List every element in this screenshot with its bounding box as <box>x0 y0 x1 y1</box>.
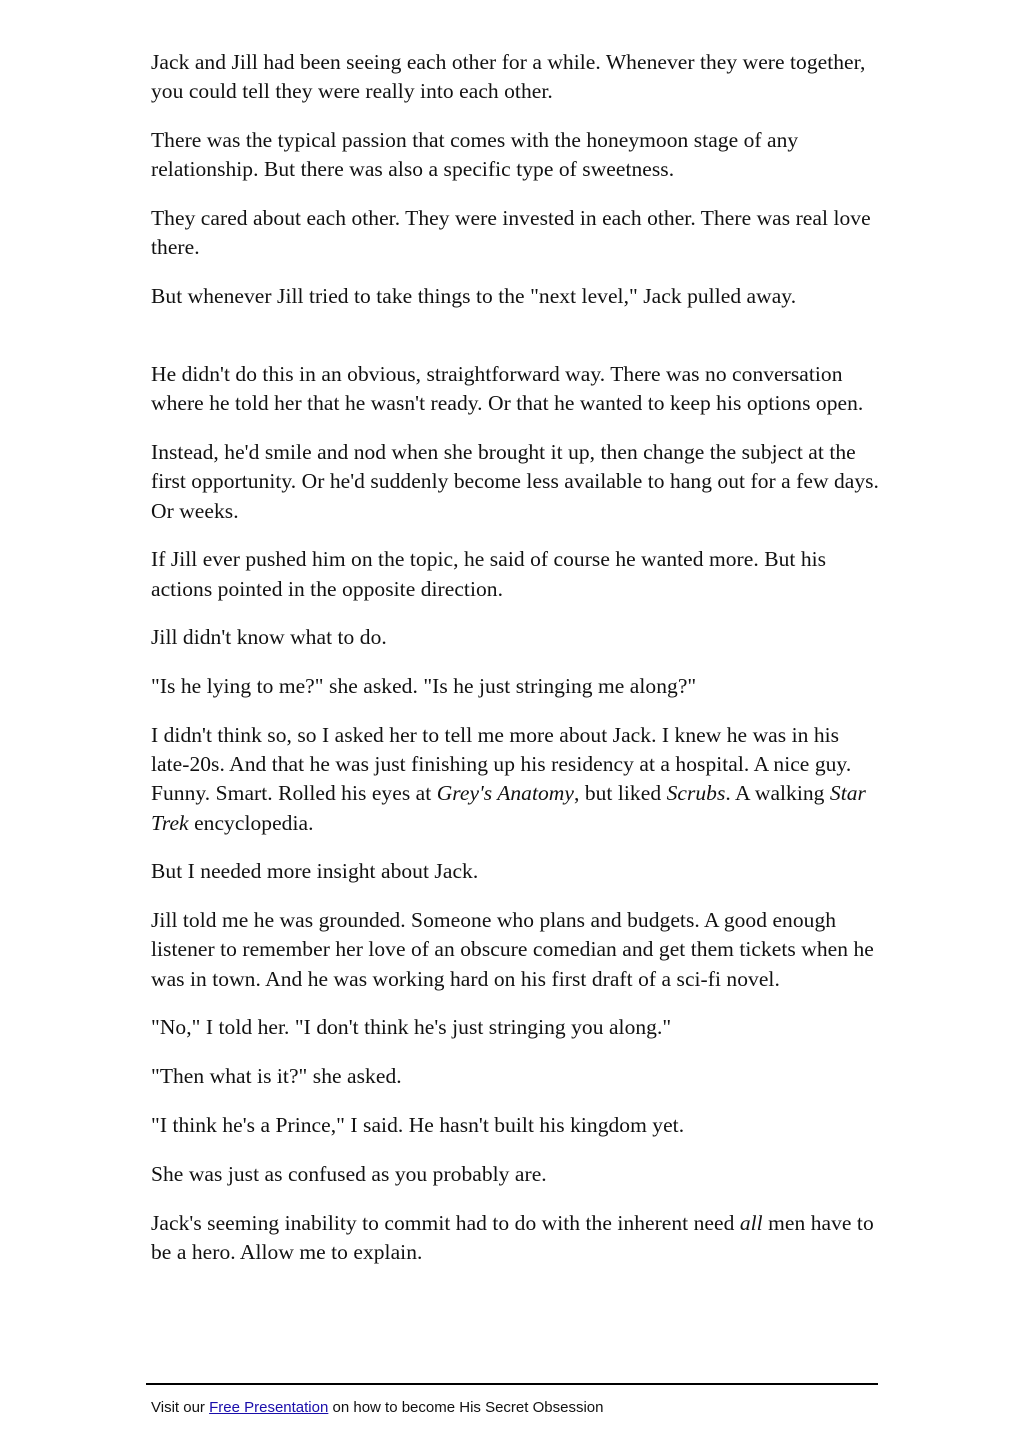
footer-prefix: Visit our <box>151 1399 210 1416</box>
show-title-italic: Scrubs <box>666 781 726 806</box>
paragraph-text: encyclopedia. <box>188 810 314 835</box>
paragraph: Jack and Jill had been seeing each other for a while. Whenever they were together, you could tell they were really into each other. <box>151 50 866 104</box>
paragraph: He didn't do this in an obvious, straightforward way. There was no conversation where he told her that he wasn't ready. Or that he wanted to keep his options open. <box>151 362 864 416</box>
paragraph-text: I didn't think so, so I asked her to tell me more about Jack. I knew he was in his late-20s. And that he was just finishing up his residency at a hospital. A nice guy. Funny. Smart. Rolled his eyes at <box>151 723 852 806</box>
footer-suffix: on how to become His Secret Obsession <box>328 1399 604 1416</box>
paragraph: But I needed more insight about Jack. <box>151 859 479 884</box>
article-body <box>151 48 879 1287</box>
paragraph-text: Jack's seeming inability to commit had to do with the inherent need <box>151 1210 740 1235</box>
paragraph: If Jill ever pushed him on the topic, he said of course he wanted more. But his actions pointed in the opposite direction. <box>151 547 827 601</box>
footer-divider <box>146 1383 878 1385</box>
paragraph: They cared about each other. They were invested in each other. There was real love there. <box>151 206 871 260</box>
paragraph: Jill told me he was grounded. Someone who plans and budgets. A good enough listener to remember her love of an obscure comedian and get them tickets when he was in town. And he was working hard on his first draft of a sci-fi novel. <box>151 908 874 991</box>
free-presentation-link[interactable]: Free Presentation <box>209 1399 329 1416</box>
paragraph: She was just as confused as you probably are. <box>151 1161 547 1186</box>
show-title-italic: Star Trek <box>151 781 866 835</box>
paragraph: "No," I told her. "I don't think he's just stringing you along." <box>151 1015 672 1040</box>
paragraph <box>151 721 879 838</box>
paragraph: Instead, he'd smile and nod when she brought it up, then change the subject at the first opportunity. Or he'd suddenly become less available to hang out for a few days. Or weeks. <box>151 440 879 523</box>
footer <box>151 1398 603 1418</box>
paragraph: But whenever Jill tried to take things to the "next level," Jack pulled away. <box>151 284 797 308</box>
show-title-italic: Grey's Anatomy <box>436 781 574 806</box>
paragraph <box>151 1209 879 1267</box>
paragraph: "I think he's a Prince," I said. He hasn't built his kingdom yet. <box>151 1113 685 1137</box>
paragraph-text: , but liked <box>573 781 667 806</box>
paragraph: There was the typical passion that comes with the honeymoon stage of any relationship. But there was also a specific type of sweetness. <box>151 128 799 182</box>
paragraph-text: . A walking <box>725 781 830 806</box>
paragraph-text: men have to be a hero. Allow me to explain. <box>151 1210 874 1264</box>
paragraph: "Then what is it?" she asked. <box>151 1064 402 1089</box>
emphasis-italic: all <box>739 1210 763 1235</box>
paragraph: Jill didn't know what to do. <box>151 625 387 650</box>
paragraph: "Is he lying to me?" she asked. "Is he just stringing me along?" <box>151 674 697 699</box>
